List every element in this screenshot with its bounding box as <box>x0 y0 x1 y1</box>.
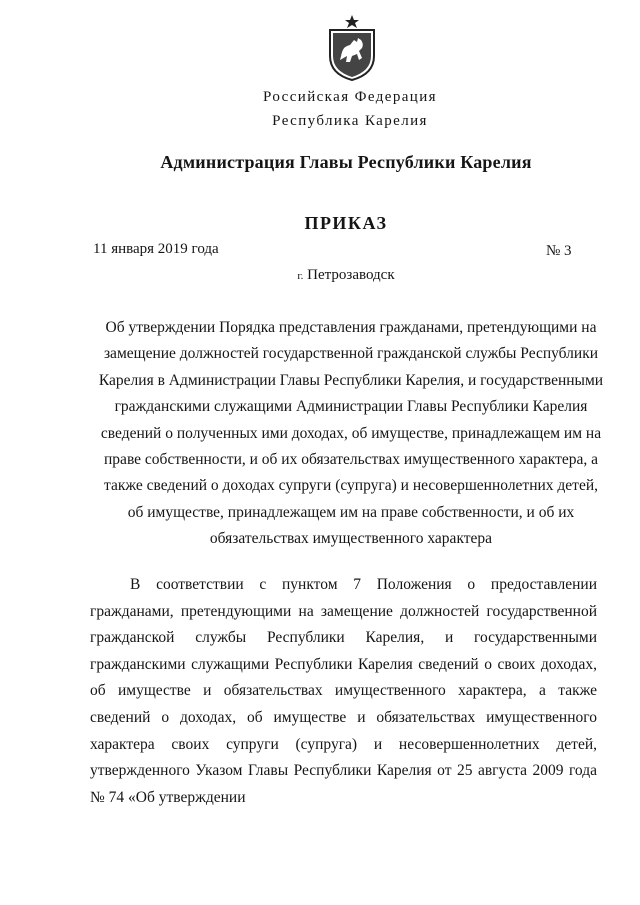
organization-title: Администрация Главы Республики Карелия <box>160 152 532 172</box>
coat-of-arms-emblem <box>324 14 380 82</box>
body-paragraph: В соответствии с пунктом 7 Положения о предоставлении гражданами, претендующими на замещение должностей государственной гражданской службы Республики Карелия, и государственными гражданскими служащими Республики Карелия сведений о своих доходах, об имуществе и обязательствах имущественного характера, а также сведений о доходах, об имуществе и обязательствах имущественного характера своих супруги (супруга) и несовершеннолетних детей, утвержденного Указом Главы Республики Карелия от 25 августа 2009 года № 74 «Об утверждении <box>90 576 597 806</box>
city-prefix: г. <box>297 270 304 282</box>
document-date: 11 января 2019 года <box>93 241 219 257</box>
city-line <box>26 267 640 284</box>
document-subject: Об утверждении Порядка представления гражданами, претендующими на замещение должностей государственной гражданской службы Республики Карелия в Администрации Главы Республики Карелия, и государственными гражданскими служащими Администрации Главы Республики Карелия сведений о полученных ими доходах, об имуществе, принадлежащем им на праве собственности, и об их обязательствах имущественного характера, а также сведений о доходах супруги (супруга) и несовершеннолетних детей, об имуществе, принадлежащем им на праве собственности, и об их обязательствах имущественного характера <box>98 319 604 548</box>
document-type-title: ПРИКАЗ <box>304 213 388 233</box>
country-name: Российская Федерация <box>263 89 437 105</box>
republic-name: Республика Карелия <box>272 113 428 129</box>
city-name: Петрозаводск <box>307 267 395 283</box>
document-number: № 3 <box>546 243 572 259</box>
